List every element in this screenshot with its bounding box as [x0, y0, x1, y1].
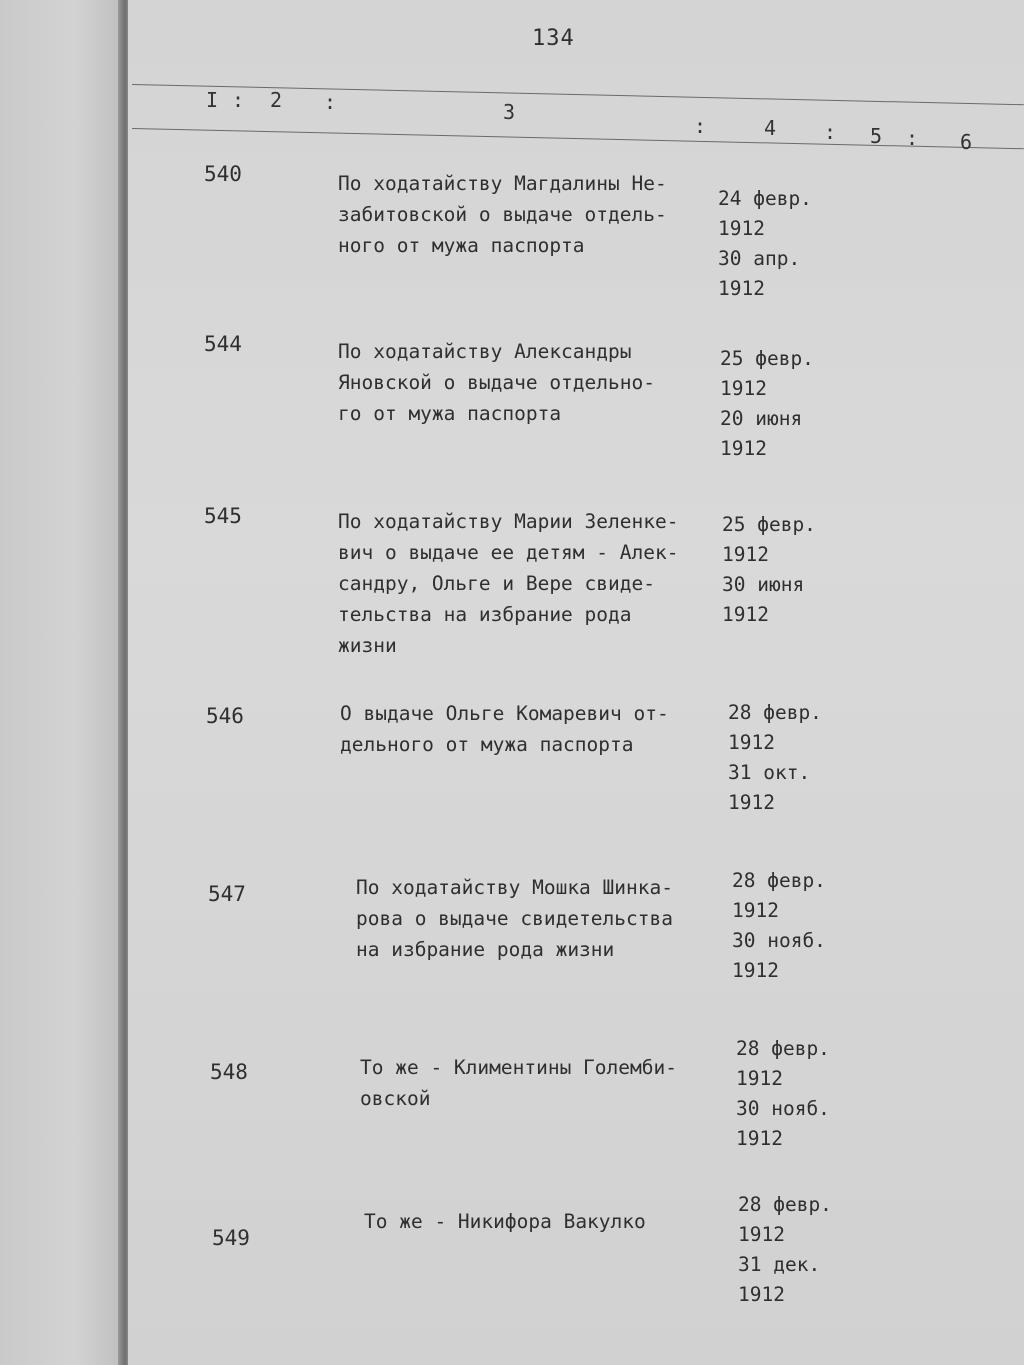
end-date: 31 дек.	[738, 1253, 821, 1276]
column-header-3: 3	[503, 100, 516, 124]
description-line: ного от мужа паспорта	[338, 234, 585, 257]
description-line: По ходатайству Александры	[338, 340, 632, 363]
description-line: О выдаче Ольге Комаревич от-	[340, 702, 669, 725]
entry-description	[356, 872, 748, 965]
description-line: рова о выдаче свидетельства	[356, 907, 673, 930]
end-date: 30 апр.	[718, 247, 801, 270]
start-year: 1912	[736, 1067, 783, 1090]
start-date: 28 февр.	[732, 869, 826, 892]
end-year: 1912	[722, 603, 769, 626]
entry-description	[364, 1206, 756, 1237]
end-date: 30 нояб.	[736, 1097, 830, 1120]
column-separator: :	[824, 120, 837, 144]
end-date: 31 окт.	[728, 761, 811, 784]
start-year: 1912	[722, 543, 769, 566]
document-page	[128, 0, 1024, 1365]
description-line: го от мужа паспорта	[338, 402, 562, 425]
description-line: овской	[360, 1087, 431, 1110]
end-date: 30 нояб.	[732, 929, 826, 952]
description-line: дельного от мужа паспорта	[340, 733, 634, 756]
description-line: Яновской о выдаче отдельно-	[338, 371, 655, 394]
end-year: 1912	[728, 791, 775, 814]
entry-description	[338, 168, 730, 261]
start-date: 24 февр.	[718, 187, 812, 210]
entry-number: 547	[208, 882, 246, 906]
entry-dates	[722, 510, 832, 630]
column-header-6: 6	[960, 130, 973, 154]
start-date: 28 февр.	[736, 1037, 830, 1060]
description-line: То же - Климентины Големби-	[360, 1056, 677, 1079]
end-date: 20 июня	[720, 407, 803, 430]
entry-dates	[732, 866, 842, 986]
entry-dates	[720, 344, 830, 464]
entry-description	[338, 506, 730, 661]
entry-description	[360, 1052, 752, 1114]
entry-number: 546	[206, 704, 244, 728]
entry-number: 544	[204, 332, 242, 356]
page-number: 134	[532, 26, 575, 51]
facing-page	[0, 0, 126, 1365]
entry-number: 549	[212, 1226, 250, 1250]
start-date: 28 февр.	[738, 1193, 832, 1216]
column-header-5: 5	[870, 124, 883, 148]
description-line: То же - Никифора Вакулко	[364, 1210, 646, 1233]
entry-dates	[736, 1034, 846, 1154]
start-date: 25 февр.	[720, 347, 814, 370]
column-header-2: 2	[270, 88, 283, 112]
description-line: вич о выдаче ее детям - Алек-	[338, 541, 679, 564]
end-year: 1912	[738, 1283, 785, 1306]
start-year: 1912	[718, 217, 765, 240]
start-date: 25 февр.	[722, 513, 816, 536]
entry-dates	[718, 184, 828, 304]
entry-number: 545	[204, 504, 242, 528]
description-line: жизни	[338, 634, 397, 657]
entry-dates	[728, 698, 838, 818]
end-year: 1912	[718, 277, 765, 300]
description-line: По ходатайству Мошка Шинка-	[356, 876, 673, 899]
entry-description	[338, 336, 730, 429]
description-line: сандру, Ольге и Вере свиде-	[338, 572, 655, 595]
start-year: 1912	[720, 377, 767, 400]
description-line: забитовской о выдаче отдель-	[338, 203, 667, 226]
column-header-1: I	[206, 88, 219, 112]
end-year: 1912	[736, 1127, 783, 1150]
description-line: По ходатайству Марии Зеленке-	[338, 510, 679, 533]
entry-dates	[738, 1190, 848, 1310]
column-separator: :	[232, 88, 245, 112]
start-year: 1912	[732, 899, 779, 922]
header-rule-bottom	[132, 128, 1024, 149]
column-separator: :	[694, 114, 707, 138]
start-year: 1912	[738, 1223, 785, 1246]
end-date: 30 июня	[722, 573, 805, 596]
column-separator: :	[906, 126, 919, 150]
end-year: 1912	[732, 959, 779, 982]
header-rule-top	[132, 84, 1024, 105]
description-line: По ходатайству Магдалины Не-	[338, 172, 667, 195]
description-line: на избрание рода жизни	[356, 938, 615, 961]
description-line: тельства на избрание рода	[338, 603, 632, 626]
column-separator: :	[324, 90, 337, 114]
end-year: 1912	[720, 437, 767, 460]
start-date: 28 февр.	[728, 701, 822, 724]
entry-number: 548	[210, 1060, 248, 1084]
start-year: 1912	[728, 731, 775, 754]
column-header-4: 4	[764, 116, 777, 140]
entry-description	[340, 698, 732, 760]
entry-number: 540	[204, 162, 242, 186]
